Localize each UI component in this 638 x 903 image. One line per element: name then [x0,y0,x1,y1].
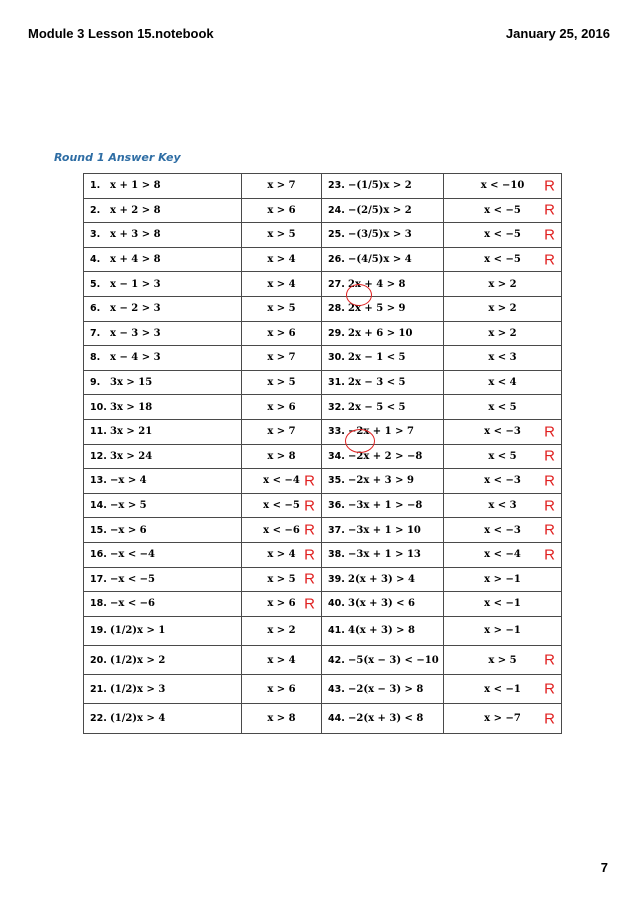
answer-cell [444,395,562,420]
answer-text: x > 5 [267,229,296,241]
problem-text: (1/2)x > 4 [110,713,166,725]
table-row [84,518,562,543]
problem-text: 2x + 5 > 9 [348,303,406,315]
problem-cell [84,296,242,321]
problem-number: 32. [328,401,345,413]
problem-number: 33. [328,426,345,438]
problem-text: −2x + 3 > 9 [348,475,414,487]
handwritten-mark: R [304,472,315,490]
answer-cell [242,592,322,617]
problem-text: −x > 6 [110,524,147,536]
problem-text: (1/2)x > 3 [110,683,166,695]
handwritten-mark: R [304,546,315,564]
answer-cell [444,247,562,272]
problem-text: −3x + 1 > 13 [348,549,421,561]
problem-cell [322,346,444,371]
answer-text: x > 2 [488,327,517,339]
answer-cell [444,321,562,346]
answer-text: x < −10 [480,180,525,192]
answer-cell [444,592,562,617]
problem-cell [322,296,444,321]
problem-cell [84,346,242,371]
problem-number: 5. [90,278,101,290]
answer-cell [444,198,562,223]
problem-number: 39. [328,573,345,585]
table-row [84,704,562,734]
problem-number: 31. [328,377,345,389]
answer-text: x < 3 [488,500,517,512]
handwritten-mark: R [544,423,555,441]
problem-cell [84,247,242,272]
answer-text: x > −7 [484,713,521,725]
answer-text: x < 4 [488,377,517,389]
answer-key-caption: Round 1 Answer Key [54,151,181,164]
answer-text: x < 3 [488,352,517,364]
answer-cell [242,370,322,395]
table-row [84,395,562,420]
problem-cell [84,395,242,420]
handwritten-mark: R [544,710,555,728]
answer-text: x < −5 [484,204,521,216]
answer-text: x > 5 [267,303,296,315]
answer-cell [242,247,322,272]
answer-text: x > 7 [267,352,296,364]
handwritten-mark: R [544,497,555,515]
answer-cell [444,346,562,371]
problem-cell [84,542,242,567]
problem-text: (1/2)x > 2 [110,654,166,666]
answer-text: x > 4 [267,278,296,290]
problem-cell [84,675,242,704]
problem-cell [322,592,444,617]
problem-text: 4(x + 3) > 8 [348,625,415,637]
answer-cell [444,469,562,494]
handwritten-mark: R [544,546,555,564]
problem-number: 3. [90,229,101,241]
problem-text: −2x + 1 > 7 [348,426,414,438]
table-row [84,592,562,617]
handwritten-mark: R [544,251,555,269]
answer-text: x < 5 [488,401,517,413]
notebook-date: January 25, 2016 [505,26,610,41]
problem-text: x − 4 > 3 [110,352,161,364]
answer-cell [444,518,562,543]
answer-cell [242,518,322,543]
answer-text: x < −4 [263,475,300,487]
table-row [84,198,562,223]
problem-text: x + 1 > 8 [110,180,161,192]
table-row [84,321,562,346]
answer-text: x < −3 [484,475,521,487]
problem-cell [84,469,242,494]
answer-cell [242,419,322,444]
problem-number: 15. [90,524,107,536]
handwritten-mark: R [304,521,315,539]
problem-text: 3x > 15 [110,377,153,389]
problem-number: 4. [90,254,101,266]
answer-cell [444,645,562,674]
handwritten-mark: R [544,226,555,244]
answer-cell [444,444,562,469]
problem-number: 30. [328,352,345,364]
table-row [84,346,562,371]
problem-number: 42. [328,654,345,666]
answer-cell [242,542,322,567]
problem-cell [84,444,242,469]
answer-cell [242,223,322,248]
problem-number: 34. [328,450,345,462]
problem-text: −(4/5)x > 4 [348,254,412,266]
answer-cell [242,645,322,674]
problem-cell [84,616,242,645]
problem-text: −3x + 1 > −8 [348,500,423,512]
answer-text: x < −5 [263,500,300,512]
handwritten-mark: R [304,595,315,613]
table-row [84,419,562,444]
problem-text: 3x > 18 [110,401,153,413]
problem-number: 28. [328,303,345,315]
answer-text: x < −1 [484,598,521,610]
problem-cell [322,616,444,645]
answer-text: x > 4 [267,654,296,666]
answer-cell [242,174,322,199]
problem-number: 44. [328,713,345,725]
problem-text: 2x − 1 < 5 [348,352,406,364]
problem-number: 40. [328,598,345,610]
answer-text: x > 6 [267,598,296,610]
answer-cell [444,174,562,199]
answer-cell [242,198,322,223]
table-row [84,444,562,469]
table-row [84,616,562,645]
problem-text: x + 4 > 8 [110,254,161,266]
answer-cell [242,616,322,645]
table-row [84,542,562,567]
answer-key-table [83,173,562,734]
problem-text: x − 3 > 3 [110,327,161,339]
answer-cell [242,272,322,297]
problem-number: 1. [90,180,101,192]
problem-text: −2x + 2 > −8 [348,450,423,462]
handwritten-mark: R [544,447,555,465]
problem-cell [322,247,444,272]
answer-text: x < −3 [484,426,521,438]
handwritten-circle-27 [346,284,372,306]
answer-text: x < −4 [484,549,521,561]
problem-text: −x < −6 [110,598,156,610]
problem-number: 23. [328,180,345,192]
answer-cell [444,704,562,734]
table-row [84,370,562,395]
answer-text: x > −1 [484,625,521,637]
answer-cell [444,296,562,321]
answer-text: x < −3 [484,524,521,536]
answer-text: x < 5 [488,450,517,462]
problem-cell [84,174,242,199]
problem-number: 38. [328,549,345,561]
problem-cell [84,223,242,248]
page-number: 7 [600,860,608,875]
problem-cell [322,272,444,297]
problem-text: −(2/5)x > 2 [348,204,412,216]
problem-text: −x > 5 [110,500,147,512]
answer-cell [444,223,562,248]
answer-cell [444,616,562,645]
problem-number: 29. [328,327,345,339]
problem-text: −2(x + 3) < 8 [348,713,424,725]
answer-cell [444,567,562,592]
problem-cell [322,223,444,248]
problem-cell [322,518,444,543]
answer-text: x > 6 [267,401,296,413]
handwritten-mark: R [544,201,555,219]
problem-cell [84,518,242,543]
problem-cell [84,370,242,395]
problem-number: 20. [90,654,107,666]
problem-cell [84,272,242,297]
problem-number: 43. [328,683,345,695]
problem-cell [322,321,444,346]
problem-text: 2x + 6 > 10 [348,327,413,339]
answer-text: x > 8 [267,713,296,725]
answer-text: x > 2 [488,278,517,290]
table-row [84,567,562,592]
problem-text: 2x − 3 < 5 [348,377,406,389]
problem-number: 13. [90,475,107,487]
handwritten-circle-33 [345,429,375,453]
problem-text: −(3/5)x > 3 [348,229,412,241]
handwritten-mark: R [544,177,555,195]
answer-cell [242,395,322,420]
problem-cell [84,592,242,617]
handwritten-mark: R [544,472,555,490]
table-row [84,493,562,518]
problem-text: −x < −4 [110,549,156,561]
problem-number: 37. [328,524,345,536]
problem-text: −3x + 1 > 10 [348,524,421,536]
problem-number: 25. [328,229,345,241]
problem-cell [84,704,242,734]
problem-cell [322,419,444,444]
problem-number: 22. [90,713,107,725]
answer-text: x > 5 [267,573,296,585]
problem-text: 2x − 5 < 5 [348,401,406,413]
problem-number: 19. [90,625,107,637]
problem-cell [84,419,242,444]
problem-number: 10. [90,401,107,413]
problem-text: x + 3 > 8 [110,229,161,241]
handwritten-mark: R [544,651,555,669]
answer-cell [242,704,322,734]
problem-cell [322,675,444,704]
problem-text: −x > 4 [110,475,147,487]
problem-text: x + 2 > 8 [110,204,161,216]
handwritten-mark: R [544,521,555,539]
problem-text: −(1/5)x > 2 [348,180,412,192]
problem-cell [84,198,242,223]
answer-text: x > 2 [267,625,296,637]
problem-text: 3x > 21 [110,426,153,438]
table-row [84,174,562,199]
problem-number: 9. [90,377,101,389]
answer-text: x > 7 [267,426,296,438]
table-row [84,469,562,494]
problem-number: 11. [90,426,107,438]
problem-number: 41. [328,625,345,637]
problem-text: x − 2 > 3 [110,303,161,315]
answer-cell [242,444,322,469]
answer-cell [242,493,322,518]
problem-cell [322,444,444,469]
table-row [84,296,562,321]
handwritten-mark: R [304,570,315,588]
problem-cell [84,567,242,592]
answer-text: x > 4 [267,254,296,266]
problem-number: 12. [90,450,107,462]
answer-cell [242,346,322,371]
answer-cell [444,493,562,518]
answer-cell [242,675,322,704]
problem-cell [322,567,444,592]
answer-text: x > 5 [267,377,296,389]
answer-text: x > 4 [267,549,296,561]
problem-cell [322,704,444,734]
answer-text: x > 6 [267,327,296,339]
answer-cell [242,296,322,321]
problem-number: 2. [90,204,101,216]
problem-text: 2x + 4 > 8 [348,278,406,290]
problem-number: 21. [90,683,107,695]
answer-text: x < −5 [484,229,521,241]
problem-cell [84,321,242,346]
problem-number: 36. [328,500,345,512]
problem-number: 26. [328,254,345,266]
problem-cell [322,542,444,567]
answer-text: x < −1 [484,683,521,695]
answer-text: x > 6 [267,204,296,216]
answer-text: x > 5 [488,654,517,666]
problem-number: 8. [90,352,101,364]
answer-text: x < −5 [484,254,521,266]
problem-number: 17. [90,573,107,585]
problem-cell [322,493,444,518]
problem-cell [322,469,444,494]
answer-cell [444,419,562,444]
answer-cell [242,469,322,494]
problem-text: −x < −5 [110,573,156,585]
problem-text: −2(x − 3) > 8 [348,683,424,695]
problem-cell [322,395,444,420]
answer-cell [242,567,322,592]
problem-text: −5(x − 3) < −10 [348,654,439,666]
answer-text: x > 6 [267,683,296,695]
answer-cell [444,675,562,704]
problem-text: 2(x + 3) > 4 [348,573,415,585]
table-row [84,272,562,297]
problem-text: 3x > 24 [110,450,153,462]
problem-number: 35. [328,475,345,487]
problem-number: 18. [90,598,107,610]
answer-cell [242,321,322,346]
table-row [84,645,562,674]
problem-cell [84,645,242,674]
notebook-title: Module 3 Lesson 15.notebook [28,26,214,41]
problem-cell [84,493,242,518]
problem-cell [322,645,444,674]
table-row [84,675,562,704]
problem-number: 24. [328,204,345,216]
problem-cell [322,198,444,223]
handwritten-mark: R [544,680,555,698]
table-row [84,247,562,272]
answer-text: x > −1 [484,573,521,585]
answer-text: x > 2 [488,303,517,315]
handwritten-mark: R [304,497,315,515]
table-row [84,223,562,248]
answer-cell [444,542,562,567]
problem-text: 3(x + 3) < 6 [348,598,415,610]
problem-number: 16. [90,549,107,561]
answer-text: x < −6 [263,524,300,536]
problem-cell [322,174,444,199]
problem-cell [322,370,444,395]
problem-text: (1/2)x > 1 [110,625,166,637]
problem-text: x − 1 > 3 [110,278,161,290]
problem-number: 6. [90,303,101,315]
answer-text: x > 7 [267,180,296,192]
answer-cell [444,272,562,297]
problem-number: 14. [90,500,107,512]
answer-cell [444,370,562,395]
problem-number: 27. [328,278,345,290]
answer-text: x > 8 [267,450,296,462]
problem-number: 7. [90,327,101,339]
